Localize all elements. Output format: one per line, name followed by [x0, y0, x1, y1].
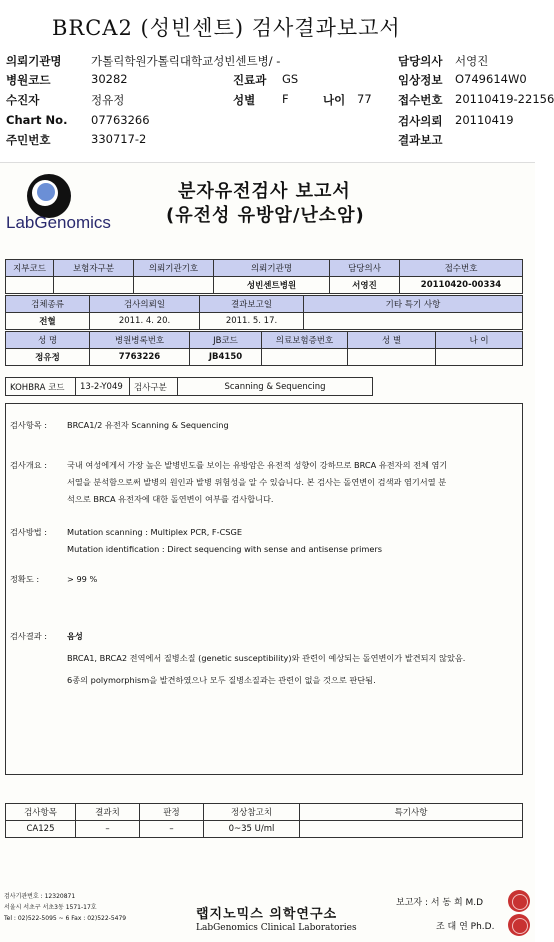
- table-row: [6, 296, 523, 313]
- table-header: 나 이: [436, 332, 523, 349]
- lab-address: [4, 891, 126, 924]
- value-patient: 정유정: [91, 93, 125, 107]
- table-row: [6, 313, 523, 330]
- summary-line: 서열을 분석함으로써 발병의 원인과 발병 위험성을 알 수 있습니다. 본 검사는 돌연변이 검색과 염기서열 분: [67, 477, 447, 487]
- test-type-value: Scanning & Sequencing: [178, 378, 373, 396]
- report-header: [0, 0, 554, 160]
- table-cell: –: [76, 821, 140, 838]
- table-cell: 7763226: [90, 349, 190, 366]
- label-doctor: 담당의사: [398, 54, 443, 68]
- table-cell: [54, 277, 134, 294]
- kohbra-label: KOHBRA 코드: [6, 378, 76, 396]
- label-department: 진료과: [233, 73, 267, 87]
- table-header: 검사항목: [6, 804, 76, 821]
- method-line: Mutation scanning : Multiplex PCR, F-CSGE: [67, 527, 243, 537]
- scanned-report: [0, 162, 535, 942]
- value-hospital-code: 30282: [91, 72, 128, 86]
- value-request-date: 20110419: [455, 113, 514, 127]
- table-header: 보험자구분: [54, 260, 134, 277]
- table-header: 성 별: [348, 332, 436, 349]
- lab-street-address: 서울시 서초구 서초3동 1571-17호: [4, 904, 97, 911]
- table-row: [6, 804, 523, 821]
- page-title: BRCA2 (성빈센트) 검사결과보고서: [52, 16, 401, 40]
- reporter-seal-icon: [508, 890, 530, 912]
- table-cell: 2011. 5. 17.: [200, 313, 304, 330]
- label-clinical-info: 임상정보: [398, 73, 443, 87]
- accuracy-label: 정확도 :: [10, 574, 40, 584]
- table-header: 결과치: [76, 804, 140, 821]
- table-row: [6, 821, 523, 838]
- header-row-resident: [0, 132, 535, 150]
- reporter-signature: 보고자 : 서 동 희 M.D: [396, 898, 484, 908]
- table-cell: [262, 349, 348, 366]
- accuracy-value: > 99 %: [67, 574, 98, 584]
- lab-registration: 검사기관번호 : 12320871: [4, 893, 76, 900]
- table-cell: 정유정: [6, 349, 90, 366]
- director-seal-icon: [508, 914, 530, 936]
- summary-line: 석으로 BRCA 유전자에 대한 돌연변이 여부를 검사합니다.: [67, 494, 274, 504]
- table-cell: [304, 313, 523, 330]
- value-age: 77: [357, 92, 372, 106]
- kohbra-value: 13-2-Y049: [76, 378, 130, 396]
- info-table-specimen: [5, 295, 523, 330]
- report-title: 분자유전검사 보고서: [178, 181, 351, 202]
- kohbra-table: [5, 377, 373, 396]
- report-body: [5, 403, 523, 775]
- value-clinical-info: O749614W0: [455, 72, 527, 86]
- table-header: 지부코드: [6, 260, 54, 277]
- table-cell: [6, 277, 54, 294]
- director-signature: 조 대 연 Ph.D.: [436, 922, 495, 932]
- header-row-hospital-code: [0, 72, 535, 90]
- header-row-chart: [0, 113, 535, 131]
- table-row: [6, 332, 523, 349]
- table-header: 의료보험증번호: [262, 332, 348, 349]
- test-item-label: 검사항목 :: [10, 420, 47, 430]
- table-cell: 성빈센트병원: [214, 277, 330, 294]
- result-value: 음성: [67, 631, 83, 641]
- table-cell: CA125: [6, 821, 76, 838]
- label-receipt-no: 접수번호: [398, 93, 443, 107]
- table-cell: 0~35 U/ml: [204, 821, 300, 838]
- table-row: [6, 349, 523, 366]
- table-header: 병원병록번호: [90, 332, 190, 349]
- test-item-value: BRCA1/2 유전자 Scanning & Sequencing: [67, 420, 229, 430]
- table-cell: 20110420-00334: [400, 277, 523, 294]
- lab-phone: Tel : 02)522-5095 ~ 6 Fax : 02)522-5479: [4, 915, 127, 922]
- table-header: 의뢰기관기호: [134, 260, 214, 277]
- value-sex: F: [282, 92, 289, 106]
- table-header: 검체종류: [6, 296, 90, 313]
- table-cell: 서영진: [330, 277, 400, 294]
- value-department: GS: [282, 72, 299, 86]
- test-type-label: 검사구분: [130, 378, 178, 396]
- table-cell: [134, 277, 214, 294]
- table-header: 판정: [140, 804, 204, 821]
- report-subtitle: (유전성 유방암/난소암): [166, 205, 365, 226]
- table-row: [6, 260, 523, 277]
- table-header: 의뢰기관명: [214, 260, 330, 277]
- label-result-report: 결과보고: [398, 133, 443, 147]
- label-chart-no: Chart No.: [6, 113, 68, 127]
- table-header: JB코드: [190, 332, 262, 349]
- info-table-patient: [5, 331, 523, 366]
- table-row: [6, 378, 373, 396]
- lab-name: [196, 903, 357, 933]
- table-header: 담당의사: [330, 260, 400, 277]
- label-hospital-code: 병원코드: [6, 73, 51, 87]
- result-table: [5, 803, 523, 838]
- table-header: 결과보고일: [200, 296, 304, 313]
- table-cell: –: [140, 821, 204, 838]
- label-age: 나이: [323, 93, 346, 107]
- table-header: 성 명: [6, 332, 90, 349]
- result-line: BRCA1, BRCA2 전역에서 질병소질 (genetic susceptibility)와 관련이 예상되는 돌연변이가 발견되지 않았음.: [67, 653, 466, 663]
- label-sex: 성별: [233, 93, 256, 107]
- result-line: 6종의 polymorphism을 발견하였으나 모두 질병소질과는 관련이 없을 것으로 판단됨.: [67, 675, 376, 685]
- table-cell: [348, 349, 436, 366]
- header-row-institution: [0, 53, 535, 71]
- label-patient: 수진자: [6, 93, 40, 107]
- method-label: 검사방법 :: [10, 527, 47, 537]
- table-cell: JB4150: [190, 349, 262, 366]
- method-line: Mutation identification : Direct sequencing with sense and antisense primers: [67, 544, 383, 554]
- table-cell: [436, 349, 523, 366]
- value-chart-no: 07763266: [91, 113, 150, 127]
- value-receipt-no: 20110419-22156: [455, 92, 554, 106]
- table-cell: 전혈: [6, 313, 90, 330]
- label-request-date: 검사의뢰: [398, 114, 443, 128]
- table-header: 검사의뢰일: [90, 296, 200, 313]
- logo-text: LabGenomics: [6, 213, 111, 232]
- summary-label: 검사개요 :: [10, 460, 47, 470]
- lab-name-korean: 랩지노믹스 의학연구소: [196, 907, 338, 922]
- info-table-institution: [5, 259, 523, 294]
- summary-line: 국내 여성에게서 가장 높은 발병빈도를 보이는 유방암은 유전적 성향이 강하므로 BRCA 유전자의 전체 염기: [67, 460, 448, 470]
- result-label: 검사결과 :: [10, 631, 47, 641]
- value-institution: 가톨릭학원가톨릭대학교성빈센트병/ -: [91, 54, 281, 68]
- table-header: 특기사항: [300, 804, 523, 821]
- value-doctor: 서영진: [455, 54, 489, 68]
- header-row-patient: [0, 92, 554, 110]
- table-cell: 2011. 4. 20.: [90, 313, 200, 330]
- table-row: [6, 277, 523, 294]
- table-header: 기타 특기 사항: [304, 296, 523, 313]
- lab-name-english: LabGenomics Clinical Laboratories: [196, 923, 357, 933]
- table-cell: [300, 821, 523, 838]
- label-resident-no: 주민번호: [6, 133, 51, 147]
- label-institution: 의뢰기관명: [6, 54, 62, 68]
- value-resident-no: 330717-2: [91, 132, 147, 146]
- table-header: 접수번호: [400, 260, 523, 277]
- table-header: 정상참고치: [204, 804, 300, 821]
